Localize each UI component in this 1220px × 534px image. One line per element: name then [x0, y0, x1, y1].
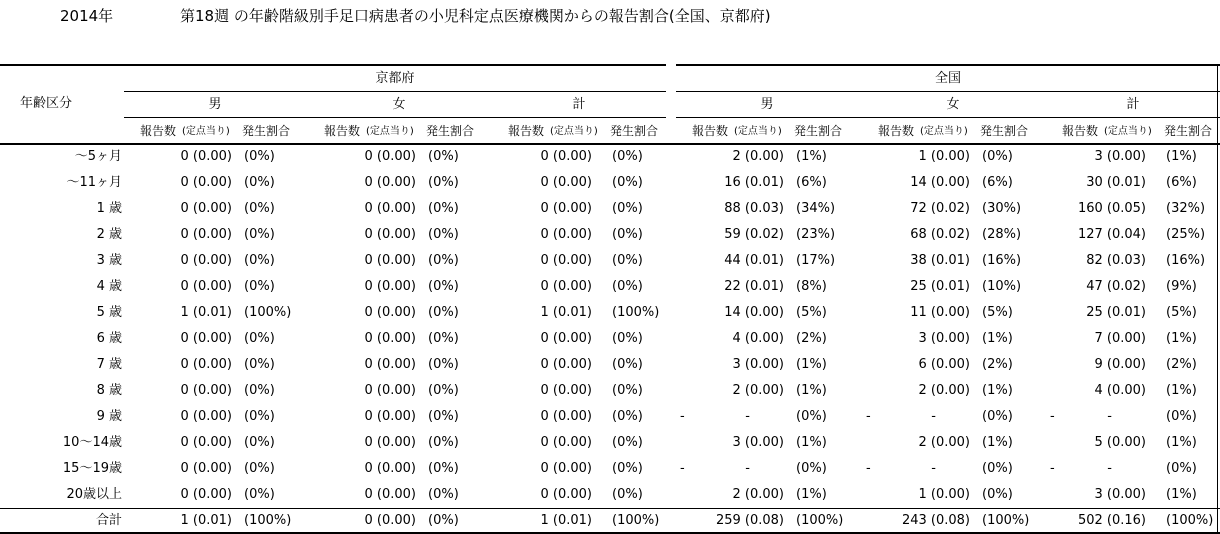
row-age-label: 〜11ヶ月 — [66, 175, 122, 190]
occurrence-ratio: (100%) — [244, 305, 292, 320]
subheader-ratio: 発生割合 — [1164, 124, 1213, 138]
subheader-ratio: 発生割合 — [426, 124, 475, 138]
report-count: 38 (0.01) — [910, 253, 970, 268]
report-count: 0 (0.00) — [180, 201, 232, 216]
occurrence-ratio: (0%) — [612, 487, 643, 502]
region-rule — [124, 91, 666, 92]
report-count: 502 (0.16) — [1077, 513, 1146, 528]
occurrence-ratio: (30%) — [982, 201, 1022, 216]
report-count: 0 (0.00) — [364, 149, 416, 164]
occurrence-ratio: (0%) — [612, 279, 643, 294]
sex-header: 計 — [572, 97, 586, 112]
report-count: 3 (0.00) — [1094, 149, 1146, 164]
occurrence-ratio: (0%) — [612, 175, 643, 190]
report-count: 7 (0.00) — [1094, 331, 1146, 346]
report-count: 0 (0.00) — [364, 409, 416, 424]
occurrence-ratio: (6%) — [796, 175, 827, 190]
report-count: 1 (0.01) — [540, 513, 592, 528]
occurrence-ratio: (0%) — [428, 279, 459, 294]
report-count: 0 (0.00) — [180, 279, 232, 294]
report-count: 2 (0.00) — [918, 435, 970, 450]
report-count: 4 (0.00) — [732, 331, 784, 346]
report-count: 0 (0.00) — [180, 383, 232, 398]
missing-marker: - — [745, 461, 750, 476]
subheader-report: 報告数 — [1062, 124, 1099, 138]
report-count: 0 (0.00) — [540, 149, 592, 164]
row-age-label: 5 歳 — [96, 305, 122, 320]
occurrence-ratio: (1%) — [1166, 435, 1197, 450]
occurrence-ratio: (0%) — [796, 409, 827, 424]
report-count: 0 (0.00) — [180, 149, 232, 164]
report-count: 3 (0.00) — [1094, 487, 1146, 502]
occurrence-ratio: (0%) — [244, 227, 275, 242]
occurrence-ratio: (0%) — [244, 201, 275, 216]
row-age-label: 6 歳 — [96, 331, 122, 346]
subheader-report: 報告数 — [692, 124, 729, 138]
sex-header: 女 — [946, 97, 960, 112]
occurrence-ratio: (0%) — [796, 461, 827, 476]
occurrence-ratio: (0%) — [244, 357, 275, 372]
occurrence-ratio: (0%) — [612, 201, 643, 216]
occurrence-ratio: (0%) — [244, 383, 275, 398]
report-count: 0 (0.00) — [180, 409, 232, 424]
row-age-label: 7 歳 — [96, 357, 122, 372]
report-count: 2 (0.00) — [732, 487, 784, 502]
missing-marker: - — [1050, 409, 1055, 424]
subheader-per-sentinel: (定点当り) — [1104, 126, 1152, 137]
report-count: 0 (0.00) — [540, 279, 592, 294]
occurrence-ratio: (32%) — [1166, 201, 1206, 216]
row-age-label: 3 歳 — [96, 253, 122, 268]
occurrence-ratio: (2%) — [982, 357, 1013, 372]
occurrence-ratio: (100%) — [612, 305, 660, 320]
report-count: 14 (0.00) — [724, 305, 784, 320]
missing-marker: - — [931, 461, 936, 476]
report-count: 88 (0.03) — [724, 201, 784, 216]
occurrence-ratio: (1%) — [1166, 149, 1197, 164]
occurrence-ratio: (0%) — [612, 331, 643, 346]
occurrence-ratio: (0%) — [612, 227, 643, 242]
occurrence-ratio: (2%) — [1166, 357, 1197, 372]
subheader-ratio: 発生割合 — [794, 124, 843, 138]
occurrence-ratio: (1%) — [796, 435, 827, 450]
report-count: 3 (0.00) — [918, 331, 970, 346]
occurrence-ratio: (5%) — [1166, 305, 1197, 320]
report-count: 25 (0.01) — [1086, 305, 1146, 320]
occurrence-ratio: (1%) — [796, 487, 827, 502]
subheader-report: 報告数 — [878, 124, 915, 138]
report-count: 1 (0.00) — [918, 149, 970, 164]
report-count: 0 (0.00) — [180, 461, 232, 476]
report-count: 11 (0.00) — [910, 305, 970, 320]
report-count: 0 (0.00) — [364, 513, 416, 528]
report-count: 47 (0.02) — [1086, 279, 1146, 294]
occurrence-ratio: (0%) — [428, 513, 459, 528]
report-count: 4 (0.00) — [1094, 383, 1146, 398]
row-age-label: 10〜14歳 — [62, 435, 122, 450]
row-age-label: 8 歳 — [96, 383, 122, 398]
report-count: 0 (0.00) — [364, 383, 416, 398]
sex-rule — [676, 117, 1220, 118]
occurrence-ratio: (0%) — [428, 201, 459, 216]
subheader-per-sentinel: (定点当り) — [734, 126, 782, 137]
report-count: 5 (0.00) — [1094, 435, 1146, 450]
report-count: 0 (0.00) — [364, 201, 416, 216]
report-count: 1 (0.01) — [180, 305, 232, 320]
occurrence-ratio: (5%) — [982, 305, 1013, 320]
occurrence-ratio: (0%) — [982, 461, 1013, 476]
occurrence-ratio: (0%) — [428, 409, 459, 424]
report-count: 25 (0.01) — [910, 279, 970, 294]
occurrence-ratio: (2%) — [796, 331, 827, 346]
subheader-per-sentinel: (定点当り) — [550, 126, 598, 137]
report-count: 0 (0.00) — [540, 461, 592, 476]
report-count: 3 (0.00) — [732, 357, 784, 372]
report-count: 0 (0.00) — [180, 227, 232, 242]
report-count: 2 (0.00) — [732, 383, 784, 398]
occurrence-ratio: (17%) — [796, 253, 836, 268]
row-age-label: 9 歳 — [96, 409, 122, 424]
report-count: 1 (0.01) — [180, 513, 232, 528]
report-count: 3 (0.00) — [732, 435, 784, 450]
report-count: 0 (0.00) — [364, 487, 416, 502]
report-count: 243 (0.08) — [901, 513, 970, 528]
total-rule — [0, 508, 1220, 509]
page-title: 第18週 の年齢階級別手足口病患者の小児科定点医療機関からの報告割合(全国、京都府) — [180, 7, 771, 25]
occurrence-ratio: (1%) — [796, 383, 827, 398]
report-count: 0 (0.00) — [364, 305, 416, 320]
subheader-ratio: 発生割合 — [980, 124, 1029, 138]
report-count: 0 (0.00) — [364, 357, 416, 372]
occurrence-ratio: (34%) — [796, 201, 836, 216]
occurrence-ratio: (0%) — [244, 331, 275, 346]
row-age-label: 2 歳 — [96, 227, 122, 242]
occurrence-ratio: (0%) — [612, 409, 643, 424]
missing-marker: - — [680, 461, 685, 476]
report-count: 0 (0.00) — [364, 435, 416, 450]
report-count: 0 (0.00) — [540, 435, 592, 450]
report-count: 0 (0.00) — [364, 253, 416, 268]
occurrence-ratio: (10%) — [982, 279, 1022, 294]
occurrence-ratio: (0%) — [428, 253, 459, 268]
occurrence-ratio: (100%) — [1166, 513, 1214, 528]
missing-marker: - — [1050, 461, 1055, 476]
occurrence-ratio: (0%) — [428, 435, 459, 450]
occurrence-ratio: (0%) — [428, 149, 459, 164]
occurrence-ratio: (100%) — [796, 513, 844, 528]
region-rule — [676, 91, 1220, 92]
subheader-ratio: 発生割合 — [242, 124, 291, 138]
occurrence-ratio: (0%) — [428, 487, 459, 502]
report-count: 1 (0.01) — [540, 305, 592, 320]
occurrence-ratio: (0%) — [612, 357, 643, 372]
report-count: 14 (0.00) — [910, 175, 970, 190]
occurrence-ratio: (0%) — [428, 175, 459, 190]
report-count: 0 (0.00) — [180, 253, 232, 268]
missing-marker: - — [680, 409, 685, 424]
report-count: 0 (0.00) — [540, 383, 592, 398]
report-count: 72 (0.02) — [910, 201, 970, 216]
occurrence-ratio: (100%) — [982, 513, 1030, 528]
occurrence-ratio: (1%) — [1166, 383, 1197, 398]
sex-header: 男 — [760, 97, 774, 112]
occurrence-ratio: (100%) — [612, 513, 660, 528]
occurrence-ratio: (0%) — [244, 487, 275, 502]
occurrence-ratio: (0%) — [428, 357, 459, 372]
report-count: 6 (0.00) — [918, 357, 970, 372]
report-count: 0 (0.00) — [364, 279, 416, 294]
report-count: 0 (0.00) — [180, 357, 232, 372]
year-label: 2014年 — [60, 7, 114, 25]
occurrence-ratio: (25%) — [1166, 227, 1206, 242]
occurrence-ratio: (0%) — [1166, 409, 1197, 424]
report-count: 0 (0.00) — [180, 435, 232, 450]
occurrence-ratio: (1%) — [796, 149, 827, 164]
report-count: 68 (0.02) — [910, 227, 970, 242]
sex-header: 女 — [392, 97, 406, 112]
occurrence-ratio: (0%) — [982, 149, 1013, 164]
report-count: 2 (0.00) — [732, 149, 784, 164]
report-count: 0 (0.00) — [180, 175, 232, 190]
report-count: 82 (0.03) — [1086, 253, 1146, 268]
missing-marker: - — [866, 461, 871, 476]
occurrence-ratio: (0%) — [612, 383, 643, 398]
occurrence-ratio: (0%) — [244, 409, 275, 424]
region-header: 京都府 — [375, 71, 415, 86]
report-count: 160 (0.05) — [1077, 201, 1146, 216]
sex-header: 男 — [208, 97, 222, 112]
occurrence-ratio: (1%) — [982, 435, 1013, 450]
report-count: 0 (0.00) — [364, 175, 416, 190]
missing-marker: - — [745, 409, 750, 424]
report-count: 0 (0.00) — [364, 331, 416, 346]
occurrence-ratio: (0%) — [982, 487, 1013, 502]
row-age-label: 4 歳 — [96, 279, 122, 294]
report-count: 2 (0.00) — [918, 383, 970, 398]
report-count: 0 (0.00) — [540, 175, 592, 190]
occurrence-ratio: (0%) — [428, 461, 459, 476]
subheader-ratio: 発生割合 — [610, 124, 659, 138]
occurrence-ratio: (0%) — [244, 461, 275, 476]
sex-header: 計 — [1126, 97, 1140, 112]
occurrence-ratio: (0%) — [428, 227, 459, 242]
occurrence-ratio: (9%) — [1166, 279, 1197, 294]
occurrence-ratio: (0%) — [612, 435, 643, 450]
subheader-report: 報告数 — [508, 124, 545, 138]
occurrence-ratio: (1%) — [796, 357, 827, 372]
occurrence-ratio: (28%) — [982, 227, 1022, 242]
occurrence-ratio: (0%) — [612, 149, 643, 164]
occurrence-ratio: (0%) — [1166, 461, 1197, 476]
report-count: 259 (0.08) — [715, 513, 784, 528]
occurrence-ratio: (1%) — [982, 331, 1013, 346]
table-top-rule — [676, 64, 1220, 66]
report-count: 0 (0.00) — [540, 331, 592, 346]
missing-marker: - — [931, 409, 936, 424]
report-count: 0 (0.00) — [540, 253, 592, 268]
subheader-report: 報告数 — [324, 124, 361, 138]
subheader-report: 報告数 — [140, 124, 177, 138]
report-count: 0 (0.00) — [364, 227, 416, 242]
occurrence-ratio: (0%) — [244, 435, 275, 450]
report-count: 22 (0.01) — [724, 279, 784, 294]
report-count: 0 (0.00) — [364, 461, 416, 476]
occurrence-ratio: (6%) — [1166, 175, 1197, 190]
report-count: 0 (0.00) — [540, 201, 592, 216]
row-age-label: 1 歳 — [96, 201, 122, 216]
occurrence-ratio: (0%) — [612, 253, 643, 268]
occurrence-ratio: (1%) — [982, 383, 1013, 398]
occurrence-ratio: (16%) — [982, 253, 1022, 268]
report-count: 0 (0.00) — [540, 409, 592, 424]
occurrence-ratio: (0%) — [982, 409, 1013, 424]
occurrence-ratio: (23%) — [796, 227, 836, 242]
missing-marker: - — [866, 409, 871, 424]
occurrence-ratio: (0%) — [428, 305, 459, 320]
occurrence-ratio: (0%) — [244, 175, 275, 190]
row-age-label: 15〜19歳 — [62, 461, 122, 476]
occurrence-ratio: (100%) — [244, 513, 292, 528]
row-age-label: 20歳以上 — [66, 487, 122, 502]
age-column-header: 年齢区分 — [20, 96, 73, 111]
report-count: 30 (0.01) — [1086, 175, 1146, 190]
subheader-per-sentinel: (定点当り) — [920, 126, 968, 137]
report-count: 9 (0.00) — [1094, 357, 1146, 372]
occurrence-ratio: (0%) — [244, 253, 275, 268]
report-count: 127 (0.04) — [1077, 227, 1146, 242]
report-count: 0 (0.00) — [180, 331, 232, 346]
right-border — [1217, 64, 1218, 534]
occurrence-ratio: (16%) — [1166, 253, 1206, 268]
occurrence-ratio: (1%) — [1166, 331, 1197, 346]
header-bottom-rule — [0, 143, 1220, 145]
region-header: 全国 — [934, 71, 961, 86]
occurrence-ratio: (1%) — [1166, 487, 1197, 502]
report-count: 59 (0.02) — [724, 227, 784, 242]
sex-rule — [124, 117, 666, 118]
occurrence-ratio: (5%) — [796, 305, 827, 320]
occurrence-ratio: (0%) — [244, 149, 275, 164]
report-count: 16 (0.01) — [724, 175, 784, 190]
occurrence-ratio: (8%) — [796, 279, 827, 294]
total-label: 合計 — [95, 513, 122, 528]
subheader-per-sentinel: (定点当り) — [182, 126, 230, 137]
report-count: 1 (0.00) — [918, 487, 970, 502]
report-count: 0 (0.00) — [180, 487, 232, 502]
missing-marker: - — [1107, 409, 1112, 424]
report-count: 44 (0.01) — [724, 253, 784, 268]
report-count: 0 (0.00) — [540, 357, 592, 372]
row-age-label: 〜5ヶ月 — [74, 149, 122, 164]
occurrence-ratio: (0%) — [428, 383, 459, 398]
occurrence-ratio: (6%) — [982, 175, 1013, 190]
subheader-per-sentinel: (定点当り) — [366, 126, 414, 137]
occurrence-ratio: (0%) — [612, 461, 643, 476]
report-count: 0 (0.00) — [540, 487, 592, 502]
report-count: 0 (0.00) — [540, 227, 592, 242]
missing-marker: - — [1107, 461, 1112, 476]
occurrence-ratio: (0%) — [244, 279, 275, 294]
occurrence-ratio: (0%) — [428, 331, 459, 346]
table-top-rule — [0, 64, 666, 66]
